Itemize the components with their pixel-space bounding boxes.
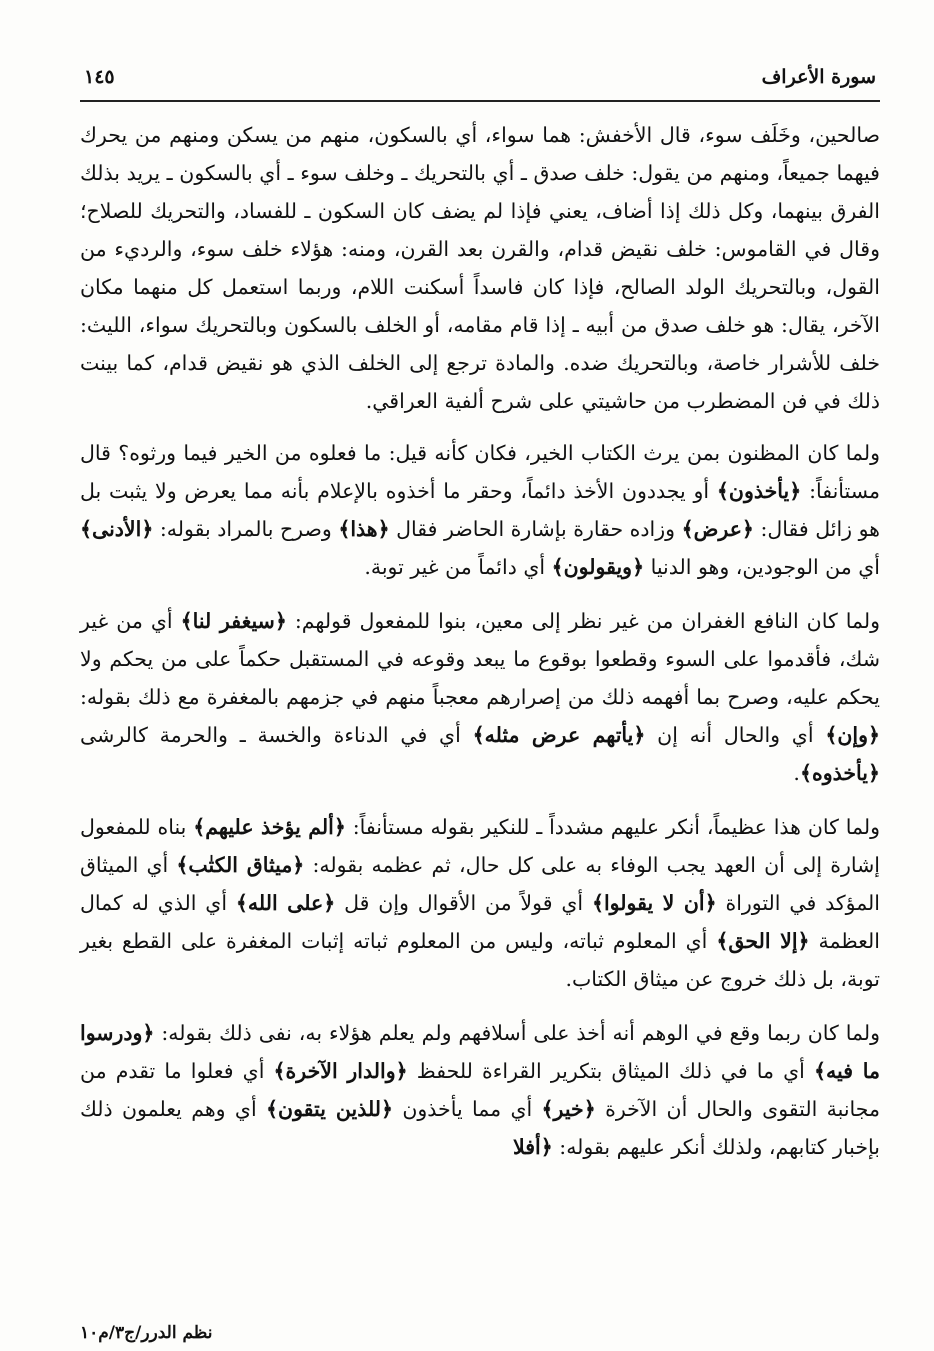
quran-quote: ﴿وإن﴾ — [825, 723, 880, 747]
text-segment: أي دائماً من غير توبة. — [364, 555, 552, 579]
text-segment: ولما كان ربما وقع في الوهم أنه أخذ على أسلافهم ولم يعلم هؤلاء به، نفى ذلك بقوله: — [154, 1021, 880, 1045]
text-segment: أي من الوجودين، وهو الدنيا — [644, 555, 880, 579]
quran-quote: ﴿يأخذوه﴾ — [799, 761, 880, 785]
paragraph — [80, 116, 880, 420]
page-footer-signature: نظم الدرر/ج٣/م١٠ — [80, 1323, 213, 1343]
text-segment: أي فعلوا ما تقدم من مجانبة التقوى والحال أن الآخرة — [80, 1059, 880, 1121]
text-segment: أي وهم يعلمون ذلك بإخبار كتابهم، ولذلك أنكر عليهم بقوله: — [80, 1097, 880, 1159]
text-segment: أي الذي له كمال العظمة — [80, 891, 880, 953]
quran-quote: ﴿ألم يؤخذ عليهم﴾ — [193, 815, 346, 839]
quran-quote: ﴿ودرسوا ما فيه﴾ — [80, 1021, 880, 1083]
text-segment: أي في الدناءة والخسة ـ والحرمة كالرشى — [80, 723, 473, 747]
quran-quote: ﴿عرض﴾ — [681, 517, 754, 541]
quran-quote: ﴿على الله﴾ — [235, 891, 336, 915]
text-segment: . — [793, 761, 800, 785]
paragraph — [80, 602, 880, 792]
text-segment: أي الميثاق المؤكد في التوراة — [80, 853, 880, 915]
quran-quote: ﴿خير﴾ — [541, 1097, 596, 1121]
text-segment: أي والحال أنه إن — [645, 723, 826, 747]
text-segment: أي مما يأخذون — [393, 1097, 542, 1121]
text-segment: أو يجددون الأخذ دائماً، وحقر ما أخذوه بالإعلام بأنه مما يعرض ولا يثبت بل هو زائل فقال: — [80, 479, 880, 541]
text-segment: وزاده حقارة بإشارة الحاضر فقال — [389, 517, 682, 541]
page-number: ١٤٥ — [84, 66, 115, 88]
text-segment: بناه للمفعول إشارة إلى أن العهد يجب الوفاء به على كل حال، ثم عظمه بقوله: — [80, 815, 880, 877]
quran-quote: ﴿سيغفر لنا﴾ — [180, 609, 287, 633]
quran-quote: ﴿يأخذون﴾ — [716, 479, 802, 503]
quran-quote: ﴿الأدنى﴾ — [80, 517, 154, 541]
page-header — [84, 66, 876, 96]
paragraph — [80, 1014, 880, 1166]
quran-quote: ﴿يأتهم عرض مثله﴾ — [472, 723, 646, 747]
text-segment: أي ما في ذلك الميثاق بتكرير القراءة للحفظ — [407, 1059, 815, 1083]
quran-quote: ﴿للذين يتقون﴾ — [266, 1097, 393, 1121]
paragraph — [80, 434, 880, 586]
quran-quote: ﴿إلا الحق﴾ — [716, 929, 810, 953]
quran-quote: ﴿ويقولون﴾ — [551, 555, 645, 579]
quran-quote: ﴿ميثاق الكتٰب﴾ — [176, 853, 305, 877]
quran-quote: ﴿أن لا يقولوا﴾ — [591, 891, 717, 915]
quran-quote: ﴿هذا﴾ — [338, 517, 390, 541]
text-segment: ولما كان هذا عظيماً، أنكر عليهم مشدداً ـ للنكير بقوله مستأنفاً: — [345, 815, 880, 839]
text-segment: ولما كان النافع الغفران من غير نظر إلى معين، بنوا للمفعول قولهم: — [286, 609, 880, 633]
text-segment: أي المعلوم ثباته، وليس من المعلوم ثباته إثبات المغفرة على القطع بغير توبة، بل ذلك خروج عن ميثاق الكتاب. — [80, 929, 880, 991]
page-body — [80, 116, 880, 1182]
text-segment: وصرح بالمراد بقوله: — [153, 517, 339, 541]
surah-title: سورة الأعراف — [761, 66, 876, 88]
text-segment: أي من غير شك، فأقدموا على السوء وقطعوا بوقوع ما يبعد وقوعه في المستقبل حكماً على من يحكم ولا يحكم عليه، وصرح بما أفهمه ذلك من إصرارهم معجباً منهم في جزمهم بالمغفرة مع ذلك بقوله: — [80, 609, 880, 709]
text-segment: ولما كان المظنون بمن يرث الكتاب الخير، فكان كأنه قيل: ما فعلوه من الخير فيما ورثوه؟ قال مستأنفاً: — [80, 441, 880, 503]
paragraph — [80, 808, 880, 998]
text-segment: أي قولاً من الأقوال وإن قل — [335, 891, 592, 915]
text-segment: صالحين، وخَلَف سوء، قال الأخفش: هما سواء، أي بالسكون، منهم من يسكن ومنهم من يحرك فيهما جميعاً، ومنهم من يقول: خلف صدق ـ أي بالتحريك ـ وخلف سوء ـ أي بالسكون ـ يريد بذلك الفرق بينهما، وكل ذلك إذا أضاف، يعني فإذا لم يضف كان السكون ـ للفساد، والتحريك للصلاح؛ وقال في القاموس: خلف نقيض قدام، والقرن بعد القرن، ومنه: هؤلاء خلف سوء، والرديء من القول، وبالتحريك الولد الصالح، فإذا كان فاسداً أسكنت اللام، وربما استعمل كل منهما مكان الآخر، يقال: هو خلف صدق من أبيه ـ إذا قام مقامه، أو الخلف بالسكون وبالتحريك سواء، الليث: خلف للأشرار خاصة، وبالتحريك ضده. والمادة ترجع إلى الخلف الذي هو نقيض قدام، كما بينت ذلك في فن المضطرب من حاشيتي على شرح ألفية العراقي. — [80, 123, 880, 413]
quran-quote: ﴿أفلا — [513, 1135, 553, 1159]
quran-quote: ﴿والدار الآخرة﴾ — [273, 1059, 408, 1083]
header-rule — [80, 100, 880, 102]
